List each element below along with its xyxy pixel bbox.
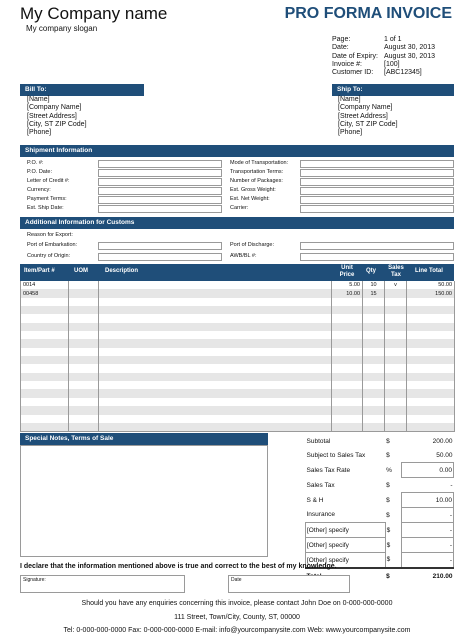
unit-price-cell: 5.00 xyxy=(332,281,363,289)
ship-to-line: [City, ST ZIP Code] xyxy=(338,120,398,128)
qty-cell: 15 xyxy=(363,289,385,297)
table-row[interactable] xyxy=(21,415,455,423)
meta-row-expiry xyxy=(332,53,454,61)
transport-mode-field[interactable] xyxy=(300,160,454,168)
qty-cell: 10 xyxy=(363,281,385,289)
insurance-input[interactable]: - xyxy=(401,508,453,523)
table-row[interactable] xyxy=(21,323,455,331)
col-uom-header: UOM xyxy=(74,268,88,274)
payment-terms-field[interactable] xyxy=(98,196,222,204)
net-weight-label: Est. Net Weight: xyxy=(230,196,270,202)
table-row[interactable] xyxy=(21,373,455,381)
payment-terms-label: Payment Terms: xyxy=(27,196,67,202)
document-title: PRO FORMA INVOICE xyxy=(284,5,452,22)
currency-symbol: $ xyxy=(386,511,390,519)
other-value-input[interactable]: - xyxy=(401,523,453,538)
grand-total-value: 210.00 xyxy=(401,568,453,583)
special-notes-box[interactable] xyxy=(20,445,268,557)
carrier-label: Carrier: xyxy=(230,205,249,211)
currency-symbol: % xyxy=(386,466,392,474)
item-cell: 0014 xyxy=(21,281,69,289)
uom-cell xyxy=(69,289,99,297)
special-notes-header: Special Notes, Terms of Sale xyxy=(20,433,268,445)
footer-address: 111 Street, Town/City, County, ST, 00000 xyxy=(174,614,300,621)
description-cell xyxy=(99,281,332,289)
table-row[interactable] xyxy=(21,348,455,356)
table-row[interactable] xyxy=(21,339,455,347)
items-grid xyxy=(20,281,455,432)
ship-to-line: [Company Name] xyxy=(338,104,393,112)
customs-header: Additional Information for Customs xyxy=(20,217,454,229)
transport-mode-label: Mode of Transportation: xyxy=(230,160,289,166)
sales-tax-cell: v xyxy=(385,281,407,289)
col-line-total-header: Line Total xyxy=(415,268,443,274)
table-row[interactable] xyxy=(21,364,455,372)
table-row[interactable] xyxy=(21,423,455,431)
col-sales-tax-header xyxy=(386,265,406,279)
currency-symbol: $ xyxy=(386,541,391,549)
declaration-text: I declare that the information mentioned above is true and correct to the best of my knowledge. xyxy=(20,563,337,570)
ship-date-label: Est. Ship Date: xyxy=(27,205,64,211)
table-row[interactable] xyxy=(21,306,455,314)
packages-field[interactable] xyxy=(300,178,454,186)
totals-row xyxy=(306,448,454,463)
totals-label: Subject to Sales Tax xyxy=(306,451,366,459)
table-row[interactable] xyxy=(21,331,455,339)
table-row[interactable] xyxy=(21,289,455,297)
currency-symbol: $ xyxy=(386,481,390,489)
awb-label: AWB/BL #: xyxy=(230,253,257,259)
ship-to-line: [Phone] xyxy=(338,129,363,137)
other-specify-input[interactable]: [Other] specify xyxy=(306,538,386,553)
currency-label: Currency: xyxy=(27,187,51,193)
other-value-input[interactable]: - xyxy=(401,538,453,553)
items-header xyxy=(20,264,454,281)
po-number-label: P.O. #: xyxy=(27,160,44,166)
ship-to-address xyxy=(338,96,398,137)
footer-contacts: Tel: 0-000-000-0000 Fax: 0-000-000-0000 E-mail: info@yourcompanysite.com Web: www.yourcompanysite.com xyxy=(63,627,411,634)
packages-label: Number of Packages: xyxy=(230,178,283,184)
meta-row-date xyxy=(332,44,454,52)
gross-weight-field[interactable] xyxy=(300,187,454,195)
totals-row xyxy=(306,538,454,553)
meta-value: August 30, 2013 xyxy=(384,44,435,52)
signature-label: Signature: xyxy=(23,577,46,583)
totals-table xyxy=(305,434,454,583)
line-total-cell: 150.00 xyxy=(407,289,455,297)
company-name: My Company name xyxy=(20,4,168,23)
net-weight-field[interactable] xyxy=(300,196,454,204)
ship-to-line: [Street Address] xyxy=(338,112,388,120)
table-row[interactable] xyxy=(21,356,455,364)
bill-to-line: [Street Address] xyxy=(27,112,77,120)
table-row[interactable] xyxy=(21,281,455,289)
table-row[interactable] xyxy=(21,398,455,406)
totals-value: 200.00 xyxy=(432,437,453,445)
ship-to-line: [Name] xyxy=(338,96,361,103)
totals-label: Sales Tax xyxy=(306,481,335,489)
other-specify-input[interactable]: [Other] specify xyxy=(306,553,386,569)
transport-terms-field[interactable] xyxy=(300,169,454,177)
footer-enquiries: Should you have any enquiries concerning this invoice, please contact John Doe on 0-000-000-0000 xyxy=(81,600,393,607)
meta-value: August 30, 2013 xyxy=(384,52,435,60)
shipment-header: Shipment Information xyxy=(20,145,454,157)
meta-label: Date: xyxy=(332,44,349,52)
totals-row xyxy=(306,493,454,508)
totals-value: - xyxy=(450,481,453,489)
ship-date-field[interactable] xyxy=(98,205,222,213)
unit-price-line2: Price xyxy=(339,272,355,278)
awb-field[interactable] xyxy=(300,253,454,261)
currency-symbol: $ xyxy=(386,556,391,564)
meta-label: Customer ID: xyxy=(332,69,374,77)
col-unit-price-header xyxy=(332,265,362,279)
origin-label: Country of Origin: xyxy=(27,253,71,259)
col-description-header: Description xyxy=(105,268,139,274)
bill-to-line: [City, ST ZIP Code] xyxy=(27,120,87,128)
meta-row-invoice xyxy=(332,61,454,69)
totals-label: Sales Tax Rate xyxy=(306,466,351,474)
meta-row-page xyxy=(332,36,454,44)
other-value-input[interactable]: - xyxy=(401,553,453,569)
description-cell xyxy=(99,289,332,297)
table-row[interactable] xyxy=(21,389,455,397)
currency-field[interactable] xyxy=(98,187,222,195)
po-number-field[interactable] xyxy=(98,160,222,168)
table-row[interactable] xyxy=(21,381,455,389)
origin-field[interactable] xyxy=(98,253,222,261)
currency-symbol: $ xyxy=(386,451,390,459)
table-row[interactable] xyxy=(21,298,455,306)
uom-cell xyxy=(69,281,99,289)
reason-for-export-label: Reason for Export: xyxy=(27,232,73,238)
gross-weight-label: Est. Gross Weight: xyxy=(230,187,276,193)
carrier-field[interactable] xyxy=(300,205,454,213)
meta-label: Page: xyxy=(332,36,351,43)
currency-symbol: $ xyxy=(385,568,401,583)
discharge-field[interactable] xyxy=(300,242,454,250)
embarkation-label: Port of Embarkation: xyxy=(27,242,78,248)
letter-of-credit-label: Letter of Credit #: xyxy=(27,178,70,184)
letter-of-credit-field[interactable] xyxy=(98,178,222,186)
bill-to-line: [Company Name] xyxy=(27,104,82,112)
item-cell: 00458 xyxy=(21,289,69,297)
po-date-field[interactable] xyxy=(98,169,222,177)
bill-to-header: Bill To: xyxy=(20,84,144,96)
totals-row xyxy=(306,463,454,478)
ship-to-header: Ship To: xyxy=(332,84,454,96)
col-item-header: Item/Part # xyxy=(24,268,55,274)
totals-label: Insurance xyxy=(306,511,336,519)
unit-price-line1: Unit xyxy=(341,265,353,271)
meta-value: [100] xyxy=(384,60,400,68)
bill-to-address xyxy=(27,96,87,137)
totals-row xyxy=(306,508,454,523)
sales-tax-rate-input[interactable]: 0.00 xyxy=(401,463,453,478)
col-qty-header: Qty xyxy=(366,268,377,274)
meta-label: Date of Expiry: xyxy=(332,52,378,60)
transport-terms-label: Transportation Terms: xyxy=(230,169,284,175)
bill-to-line: [Phone] xyxy=(27,129,52,137)
currency-symbol: $ xyxy=(386,496,390,504)
date-label: Date xyxy=(231,577,242,583)
embarkation-field[interactable] xyxy=(98,242,222,250)
currency-symbol: $ xyxy=(386,437,390,445)
table-row[interactable] xyxy=(21,406,455,414)
bill-to-line: [Name] xyxy=(27,96,50,103)
items-table xyxy=(20,264,454,432)
totals-row xyxy=(306,478,454,493)
meta-label: Invoice #: xyxy=(332,60,362,68)
invoice-meta xyxy=(332,36,454,77)
sales-tax-line1: Sales xyxy=(388,265,404,271)
other-specify-input[interactable]: [Other] specify xyxy=(306,523,386,538)
meta-value: [ABC12345] xyxy=(384,69,422,77)
totals-row xyxy=(306,434,454,448)
sales-tax-cell xyxy=(385,289,407,297)
shipping-input[interactable]: 10.00 xyxy=(401,493,453,508)
sales-tax-line2: Tax xyxy=(391,272,401,278)
unit-price-cell: 10.00 xyxy=(332,289,363,297)
totals-value: 50.00 xyxy=(436,451,453,459)
meta-value: 1 of 1 xyxy=(384,36,402,43)
totals-row xyxy=(306,523,454,538)
currency-symbol: $ xyxy=(386,526,391,534)
totals-label: S & H xyxy=(306,496,324,504)
line-total-cell: 50.00 xyxy=(407,281,455,289)
po-date-label: P.O. Date: xyxy=(27,169,52,175)
company-slogan: My company slogan xyxy=(26,24,98,33)
table-row[interactable] xyxy=(21,314,455,322)
date-field[interactable] xyxy=(228,575,350,593)
discharge-label: Port of Discharge: xyxy=(230,242,275,248)
meta-row-customer xyxy=(332,69,454,77)
totals-label: Subtotal xyxy=(306,437,331,445)
signature-field[interactable] xyxy=(20,575,185,593)
